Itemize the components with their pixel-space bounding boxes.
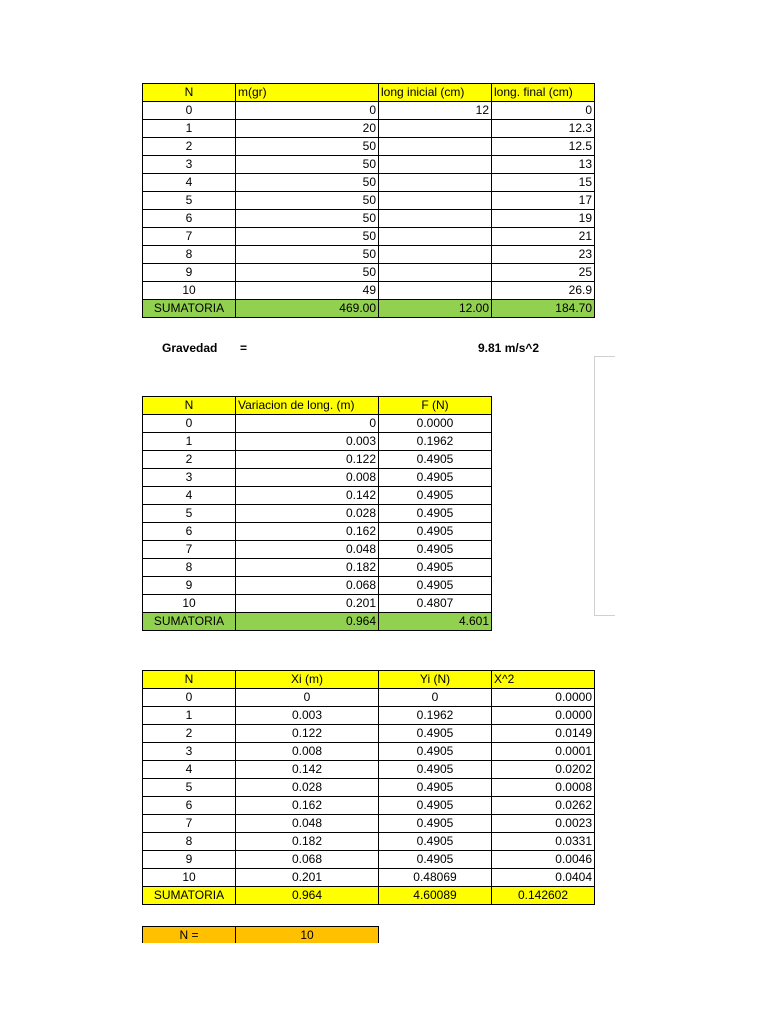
- table-row: [143, 505, 492, 523]
- table-cell: 0.048: [236, 541, 379, 559]
- table-cell: 0.142602: [492, 887, 595, 905]
- table-cell: 4: [143, 487, 236, 505]
- table-cell: 5: [143, 192, 236, 210]
- table-cell: 0.4905: [379, 505, 492, 523]
- table-cell: 7: [143, 541, 236, 559]
- table-cell: 26.9: [492, 282, 595, 300]
- table-cell: 4: [143, 174, 236, 192]
- table-cell: SUMATORIA: [143, 300, 236, 318]
- n-count-row: [143, 927, 379, 944]
- table-row: [143, 174, 595, 192]
- table-row: [143, 192, 595, 210]
- table-cell: 0.028: [236, 505, 379, 523]
- table-cell: 0.4905: [379, 743, 492, 761]
- table-cell: 9: [143, 851, 236, 869]
- table-cell: 0.068: [236, 851, 379, 869]
- table-cell: 12.3: [492, 120, 595, 138]
- table-cell: 0.48069: [379, 869, 492, 887]
- table-header-row: [143, 84, 595, 102]
- table-cell: 2: [143, 725, 236, 743]
- table-row: [143, 743, 595, 761]
- table-cell: 0.162: [236, 523, 379, 541]
- header-cell: F (N): [379, 397, 492, 415]
- table-row: [143, 725, 595, 743]
- table-cell: 13: [492, 156, 595, 174]
- table-cell: 23: [492, 246, 595, 264]
- table-cell: 0.003: [236, 707, 379, 725]
- table-cell: 0.4905: [379, 761, 492, 779]
- table-cell: 9: [143, 264, 236, 282]
- table-cell: 0: [492, 102, 595, 120]
- table-cell: 19: [492, 210, 595, 228]
- gravity-equals: =: [240, 341, 248, 355]
- table-cell: 4.601: [379, 613, 492, 631]
- table-row: [143, 689, 595, 707]
- header-cell: N: [143, 84, 236, 102]
- table-cell: 25: [492, 264, 595, 282]
- table-cell: 0.003: [236, 433, 379, 451]
- table-cell: 7: [143, 228, 236, 246]
- table-row: [143, 228, 595, 246]
- table-cell: 1: [143, 120, 236, 138]
- table-cell: 21: [492, 228, 595, 246]
- table-cell: 0: [236, 689, 379, 707]
- header-cell: m(gr): [236, 84, 379, 102]
- table-cell: 0.1962: [379, 433, 492, 451]
- table-cell: 50: [236, 192, 379, 210]
- table-cell: 0: [236, 415, 379, 433]
- table-row: [143, 577, 492, 595]
- table-cell: 8: [143, 833, 236, 851]
- table-cell: 50: [236, 210, 379, 228]
- table-row: [143, 451, 492, 469]
- table-cell: 0.0404: [492, 869, 595, 887]
- table-cell: 0.0149: [492, 725, 595, 743]
- table-cell: 3: [143, 469, 236, 487]
- embedded-chart-frame: [594, 356, 615, 616]
- table-cell: 469.00: [236, 300, 379, 318]
- table-cell: 6: [143, 523, 236, 541]
- table-cell: [379, 192, 492, 210]
- table-cell: 0: [143, 689, 236, 707]
- table-cell: 0.4905: [379, 797, 492, 815]
- table-cell: 50: [236, 174, 379, 192]
- table-cell: 0.4905: [379, 815, 492, 833]
- table-row: [143, 761, 595, 779]
- table-cell: 0.0001: [492, 743, 595, 761]
- table-row: [143, 779, 595, 797]
- header-cell: long inicial (cm): [379, 84, 492, 102]
- table-cell: 0.964: [236, 613, 379, 631]
- table-cell: 20: [236, 120, 379, 138]
- table-cell: 0.4905: [379, 779, 492, 797]
- table-cell: 0: [143, 415, 236, 433]
- table-cell: 0.142: [236, 487, 379, 505]
- table-row: [143, 282, 595, 300]
- table-row: [143, 523, 492, 541]
- table-cell: 6: [143, 797, 236, 815]
- table-cell: 0.1962: [379, 707, 492, 725]
- table-row: [143, 246, 595, 264]
- table-cell: 0.0331: [492, 833, 595, 851]
- table-cell: 0.0262: [492, 797, 595, 815]
- header-cell: Yi (N): [379, 671, 492, 689]
- table-cell: 0.182: [236, 833, 379, 851]
- mass-length-table: [142, 83, 595, 318]
- table-row: [143, 595, 492, 613]
- table-cell: 0: [379, 689, 492, 707]
- table-cell: [379, 282, 492, 300]
- table-cell: 0: [236, 102, 379, 120]
- table-row: [143, 797, 595, 815]
- header-cell: Variacion de long. (m): [236, 397, 379, 415]
- table-cell: 8: [143, 246, 236, 264]
- table-cell: [379, 174, 492, 192]
- table-row: [143, 469, 492, 487]
- table-cell: 0.142: [236, 761, 379, 779]
- regression-table: [142, 670, 595, 905]
- table-cell: 12.00: [379, 300, 492, 318]
- table-cell: 10: [143, 869, 236, 887]
- table-cell: 12.5: [492, 138, 595, 156]
- table-cell: 2: [143, 138, 236, 156]
- table-cell: 1: [143, 707, 236, 725]
- table-row: [143, 833, 595, 851]
- table-cell: 10: [143, 282, 236, 300]
- table-row: [143, 487, 492, 505]
- table-row: [143, 815, 595, 833]
- force-table: [142, 396, 492, 631]
- table-header-row: [143, 671, 595, 689]
- table-cell: 0.0008: [492, 779, 595, 797]
- table-cell: 12: [379, 102, 492, 120]
- table-cell: 0.4905: [379, 451, 492, 469]
- table-cell: 0.008: [236, 743, 379, 761]
- table-cell: 0: [143, 102, 236, 120]
- table-row: [143, 707, 595, 725]
- table-cell: 0.4807: [379, 595, 492, 613]
- table-cell: 50: [236, 264, 379, 282]
- table-cell: 3: [143, 156, 236, 174]
- table-cell: 50: [236, 156, 379, 174]
- table-row: [143, 869, 595, 887]
- table-cell: 0.182: [236, 559, 379, 577]
- table-row: [143, 433, 492, 451]
- table-cell: 0.0046: [492, 851, 595, 869]
- table-cell: 50: [236, 228, 379, 246]
- header-cell: X^2: [492, 671, 595, 689]
- table-cell: 7: [143, 815, 236, 833]
- force-table-body: [143, 397, 492, 631]
- table-cell: 0.048: [236, 815, 379, 833]
- table-header-row: [143, 397, 492, 415]
- table-cell: 0.4905: [379, 833, 492, 851]
- table-cell: [379, 228, 492, 246]
- table-cell: [379, 156, 492, 174]
- n-count-value: 10: [236, 927, 379, 944]
- table-cell: 0.122: [236, 725, 379, 743]
- table-cell: 4: [143, 761, 236, 779]
- table-cell: 49: [236, 282, 379, 300]
- table-row: [143, 120, 595, 138]
- header-cell: N: [143, 671, 236, 689]
- table-cell: 9: [143, 577, 236, 595]
- table-cell: 8: [143, 559, 236, 577]
- table-cell: 0.4905: [379, 725, 492, 743]
- table-row: [143, 264, 595, 282]
- table-cell: 0.4905: [379, 469, 492, 487]
- table-cell: 0.201: [236, 595, 379, 613]
- sum-row: [143, 613, 492, 631]
- table-cell: 0.4905: [379, 523, 492, 541]
- table-cell: 0.0000: [379, 415, 492, 433]
- n-count-table: [142, 926, 379, 943]
- table-cell: 184.70: [492, 300, 595, 318]
- table-cell: 0.4905: [379, 559, 492, 577]
- gravity-value: 9.81 m/s^2: [478, 341, 540, 355]
- table-cell: 0.964: [236, 887, 379, 905]
- table-cell: [379, 138, 492, 156]
- sum-row: [143, 887, 595, 905]
- table-cell: 0.201: [236, 869, 379, 887]
- n-count-label: N =: [143, 927, 236, 944]
- table-row: [143, 541, 492, 559]
- table-cell: 0.4905: [379, 541, 492, 559]
- table-cell: 10: [143, 595, 236, 613]
- table-cell: 6: [143, 210, 236, 228]
- table-cell: 0.028: [236, 779, 379, 797]
- table-cell: 0.0023: [492, 815, 595, 833]
- table-row: [143, 415, 492, 433]
- table-cell: 2: [143, 451, 236, 469]
- table-row: [143, 156, 595, 174]
- mass-length-table-body: [143, 84, 595, 318]
- table-cell: 4.60089: [379, 887, 492, 905]
- table-cell: 5: [143, 505, 236, 523]
- table-cell: 0.0000: [492, 707, 595, 725]
- table-cell: 50: [236, 138, 379, 156]
- table-cell: SUMATORIA: [143, 887, 236, 905]
- sum-row: [143, 300, 595, 318]
- table-cell: 5: [143, 779, 236, 797]
- table-cell: 0.4905: [379, 851, 492, 869]
- table-cell: [379, 246, 492, 264]
- table-row: [143, 210, 595, 228]
- table-cell: 0.122: [236, 451, 379, 469]
- header-cell: long. final (cm): [492, 84, 595, 102]
- table-row: [143, 138, 595, 156]
- table-row: [143, 559, 492, 577]
- table-cell: [379, 264, 492, 282]
- table-cell: 50: [236, 246, 379, 264]
- table-cell: 0.4905: [379, 487, 492, 505]
- table-cell: [379, 120, 492, 138]
- regression-table-body: [143, 671, 595, 905]
- table-cell: 0.4905: [379, 577, 492, 595]
- table-cell: 0.0000: [492, 689, 595, 707]
- table-cell: 0.162: [236, 797, 379, 815]
- table-cell: 0.068: [236, 577, 379, 595]
- gravity-label: Gravedad: [162, 341, 218, 355]
- table-cell: 0.0202: [492, 761, 595, 779]
- header-cell: Xi (m): [236, 671, 379, 689]
- table-cell: [379, 210, 492, 228]
- table-row: [143, 102, 595, 120]
- table-row: [143, 851, 595, 869]
- table-cell: 17: [492, 192, 595, 210]
- table-cell: 0.008: [236, 469, 379, 487]
- table-cell: 15: [492, 174, 595, 192]
- table-cell: 1: [143, 433, 236, 451]
- header-cell: N: [143, 397, 236, 415]
- table-cell: SUMATORIA: [143, 613, 236, 631]
- table-cell: 3: [143, 743, 236, 761]
